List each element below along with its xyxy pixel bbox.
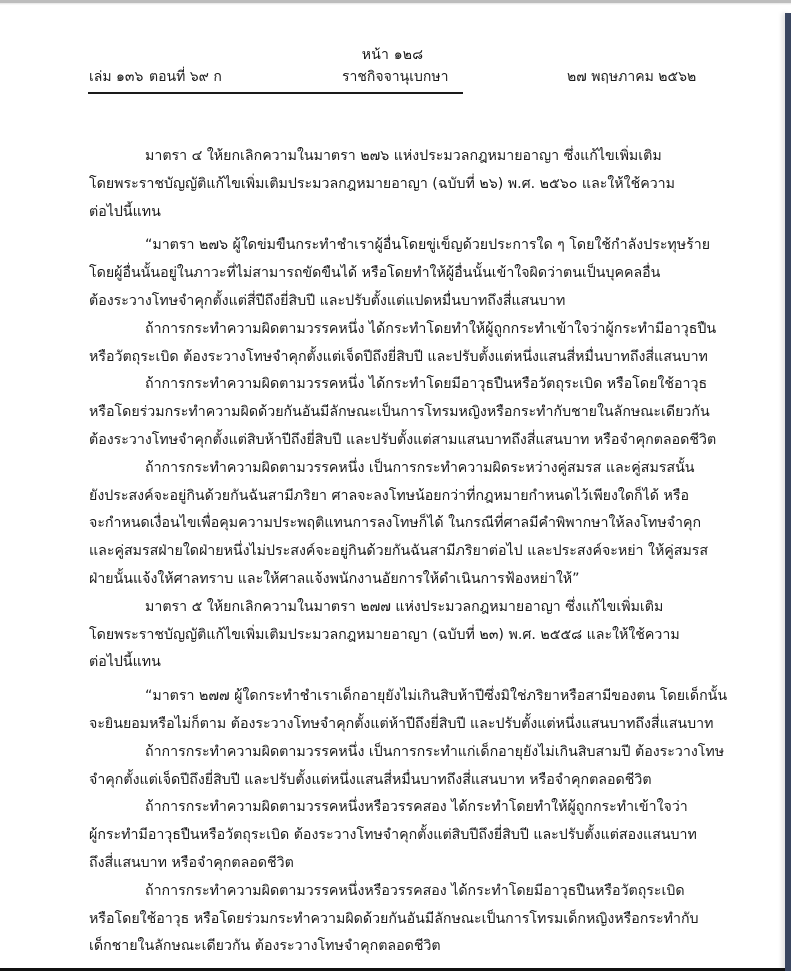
text-line: ยังประสงค์จะอยู่กินด้วยกันฉันสามีภริยา ศาลจะลงโทษน้อยกว่าที่กฎหมายกำหนดไว้เพียงใดก็ได้ หรือ bbox=[89, 487, 690, 504]
text-line: โดยพระราชบัญญัติแก้ไขเพิ่มเติมประมวลกฎหมายอาญา (ฉบับที่ ๒๖) พ.ศ. ๒๕๖๐ และให้ใช้ความ bbox=[89, 175, 675, 192]
text-line: และคู่สมรสฝ่ายใดฝ่ายหนึ่งไม่ประสงค์จะอยู่กินด้วยกันฉันสามีภริยาต่อไป และประสงค์จะหย่า ให้คู่สมรส bbox=[89, 543, 709, 560]
text-line: ผู้กระทำมีอาวุธปืนหรือวัตถุระเบิด ต้องระวางโทษจำคุกตั้งแต่สิบปีถึงยี่สิบปี และปรับตั้งแต่สองแสนบาท bbox=[89, 827, 697, 844]
text-line: หรือวัตถุระเบิด ต้องระวางโทษจำคุกตั้งแต่เจ็ดปีถึงยี่สิบปี และปรับตั้งแต่หนึ่งแสนสี่หมื่นบาทถึงสี่แสนบาท bbox=[89, 348, 708, 365]
text-line: มาตรา ๔ ให้ยกเลิกความในมาตรา ๒๗๖ แห่งประมวลกฎหมายอาญา ซึ่งแก้ไขเพิ่มเติม bbox=[145, 148, 662, 164]
text-line: จะกำหนดเงื่อนไขเพื่อคุมความประพฤติแทนการลงโทษก็ได้ ในกรณีที่ศาลมีคำพิพากษาให้ลงโทษจำคุก bbox=[89, 515, 702, 532]
gazette-header bbox=[89, 66, 729, 88]
text-line: โดยพระราชบัญญัติแก้ไขเพิ่มเติมประมวลกฎหมายอาญา (ฉบับที่ ๒๓) พ.ศ. ๒๕๕๘ และให้ใช้ความ bbox=[89, 626, 680, 643]
viewer-scroll-edge[interactable] bbox=[785, 13, 791, 971]
text-line: ฝ่ายนั้นแจ้งให้ศาลทราบ และให้ศาลแจ้งพนักงานอัยการให้ดำเนินการฟ้องหย่าให้” bbox=[89, 570, 580, 587]
text-line: หรือโดยร่วมกระทำความผิดด้วยกันอันมีลักษณะเป็นการโทรมหญิงหรือกระทำกับชายในลักษณะเดียวกัน bbox=[89, 404, 710, 421]
volume-number: เล่ม ๑๓๖ bbox=[89, 69, 144, 85]
text-line: ถ้าการกระทำความผิดตามวรรคหนึ่ง ได้กระทำโดยทำให้ผู้ถูกกระทำเข้าใจว่าผู้กระทำมีอาวุธปืน bbox=[145, 320, 717, 337]
text-line: โดยผู้อื่นนั้นอยู่ในภาวะที่ไม่สามารถขัดขืนได้ หรือโดยทำให้ผู้อื่นนั้นเข้าใจผิดว่าตนเป็นบุคคลอื่น bbox=[89, 265, 661, 282]
text-line: เด็กชายในลักษณะเดียวกัน ต้องระวางโทษจำคุกตลอดชีวิต bbox=[89, 938, 441, 955]
text-line: ต่อไปนี้แทน bbox=[89, 654, 161, 671]
text-line: ถ้าการกระทำความผิดตามวรรคหนึ่ง เป็นการกระทำแก่เด็กอายุยังไม่เกินสิบสามปี ต้องระวางโทษ bbox=[145, 743, 725, 760]
part-number: ตอนที่ ๖๙ ก bbox=[149, 69, 222, 85]
article-276-para-3 bbox=[89, 371, 731, 454]
text-line: ต้องระวางโทษจำคุกตั้งแต่สี่ปีถึงยี่สิบปี และปรับตั้งแต่แปดหมื่นบาทถึงสี่แสนบาท bbox=[89, 292, 566, 309]
gazette-title: ราชกิจจานุเบกษา bbox=[342, 69, 449, 85]
article-276-para-2 bbox=[89, 316, 731, 372]
header-divider bbox=[88, 92, 463, 94]
text-line: จำคุกตั้งแต่เจ็ดปีถึงยี่สิบปี และปรับตั้งแต่หนึ่งแสนสี่หมื่นบาทถึงสี่แสนบาท หรือจำคุกตลอดชีวิต bbox=[89, 771, 652, 788]
text-line: ถ้าการกระทำความผิดตามวรรคหนึ่งหรือวรรคสอง ได้กระทำโดยมีอาวุธปืนหรือวัตถุระเบิด bbox=[145, 882, 685, 899]
text-line: ต้องระวางโทษจำคุกตั้งแต่สิบห้าปีถึงยี่สิบปี และปรับตั้งแต่สามแสนบาทถึงสี่แสนบาท หรือจำคุกตลอดชีวิต bbox=[89, 431, 717, 448]
text-line: หรือโดยใช้อาวุธ หรือโดยร่วมกระทำความผิดด้วยกันอันมีลักษณะเป็นการโทรมเด็กหญิงหรือกระทำกับ bbox=[89, 910, 699, 927]
article-277-para-2 bbox=[89, 739, 731, 795]
text-line: จะยินยอมหรือไม่ก็ตาม ต้องระวางโทษจำคุกตั้งแต่ห้าปีถึงยี่สิบปี และปรับตั้งแต่หนึ่งแสนบาทถึงสี่แสนบาท bbox=[89, 715, 714, 732]
text-line: ถ้าการกระทำความผิดตามวรรคหนึ่ง เป็นการกระทำความผิดระหว่างคู่สมรส และคู่สมรสนั้น bbox=[145, 459, 695, 476]
section-4-paragraph bbox=[89, 143, 731, 226]
text-line: “มาตรา ๒๗๗ ผู้ใดกระทำชำเราเด็กอายุยังไม่เกินสิบห้าปีซึ่งมิใช่ภริยาหรือสามีของตน โดยเด็กนั้น bbox=[145, 688, 728, 705]
page-number: หน้า ๑๒๘ bbox=[361, 47, 424, 63]
publication-date: ๒๗ พฤษภาคม ๒๕๖๒ bbox=[567, 69, 697, 85]
text-line: “มาตรา ๒๗๖ ผู้ใดข่มขืนกระทำชำเราผู้อื่นโดยขู่เข็ญด้วยประการใด ๆ โดยใช้กำลังประทุษร้าย bbox=[145, 237, 711, 254]
text-line: ต่อไปนี้แทน bbox=[89, 203, 161, 220]
article-276-para-4 bbox=[89, 455, 731, 594]
article-277-para-3 bbox=[89, 794, 731, 877]
document-body bbox=[89, 143, 731, 961]
article-276-para-1 bbox=[89, 232, 731, 315]
text-line: ถ้าการกระทำความผิดตามวรรคหนึ่งหรือวรรคสอง ได้กระทำโดยทำให้ผู้ถูกกระทำเข้าใจว่า bbox=[145, 799, 688, 816]
text-line: ถ้าการกระทำความผิดตามวรรคหนึ่ง ได้กระทำโดยมีอาวุธปืนหรือวัตถุระเบิด หรือโดยใช้อาวุธ bbox=[145, 376, 708, 393]
section-5-paragraph bbox=[89, 594, 731, 677]
text-line: มาตรา ๕ ให้ยกเลิกความในมาตรา ๒๗๗ แห่งประมวลกฎหมายอาญา ซึ่งแก้ไขเพิ่มเติม bbox=[145, 598, 664, 615]
article-277-para-1 bbox=[89, 683, 731, 739]
text-line: ถึงสี่แสนบาท หรือจำคุกตลอดชีวิต bbox=[89, 854, 294, 871]
article-277-para-4 bbox=[89, 878, 731, 961]
